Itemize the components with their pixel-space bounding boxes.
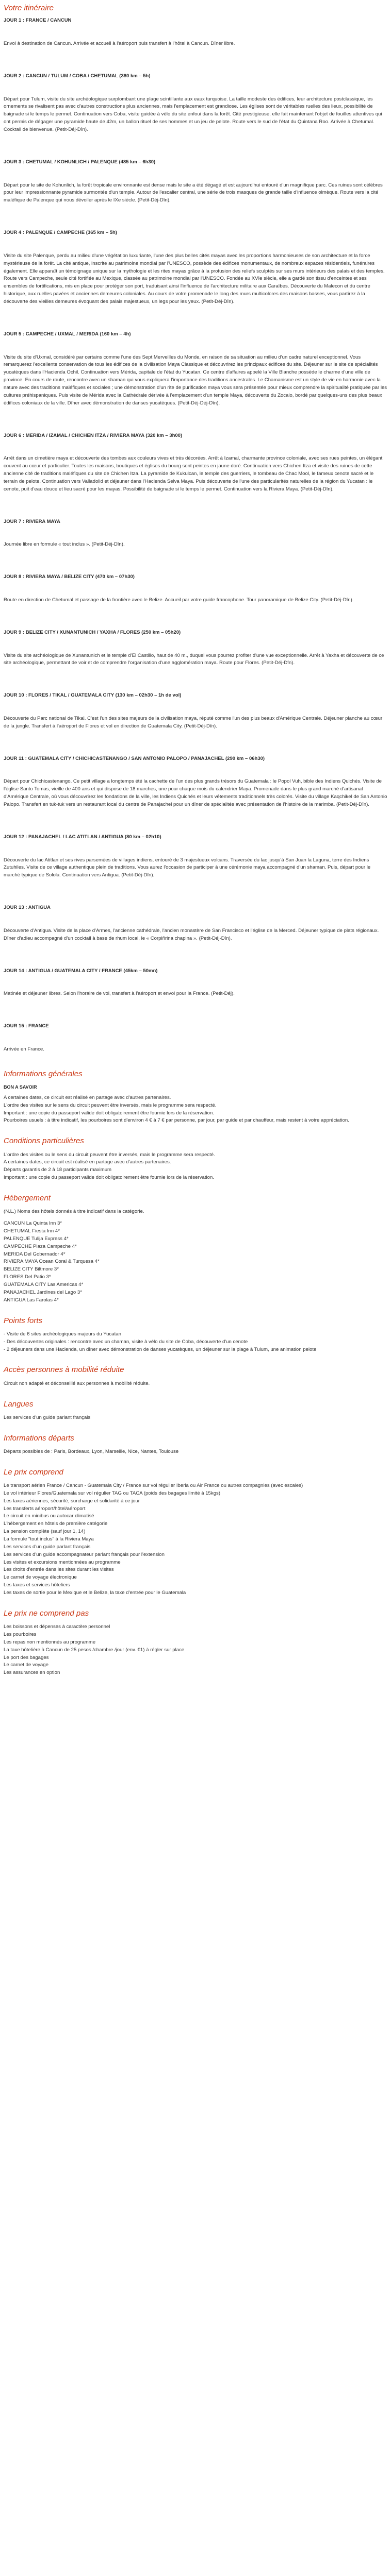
not-included-line: La taxe hôtelière à Cancun de 25 pesos /chambre /jour (env. €1) à régler sur place [4,1647,185,1653]
itinerary-days [4,17,387,1053]
day-description: Arrivée en France. [4,1046,44,1052]
languages-text: Les services d'un guide parlant français [4,1414,91,1420]
included-line: Les taxes et services hôteliers [4,1582,70,1588]
page-title: Votre itinéraire [4,4,54,12]
day-description: Route en direction de Chetumal et passage de la frontière avec le Belize. Accueil par votre guide francophone. Tour panoramique de Belize City. (Petit-Déj-Dîn). [4,597,354,603]
included-line: La pension complète (sauf jour 1, 14) [4,1529,86,1535]
day-title: JOUR 11 : GUATEMALA CITY / CHICHICASTENANGO / SAN ANTONIO PALOPO / PANAJACHEL (290 km – 06h30) [4,755,265,761]
included-line: L'hébergement en hôtels de première catégorie [4,1521,108,1527]
day-description: Découverte du Parc national de Tikal. C'est l'un des sites majeurs de la civilisation maya, réputé comme l'un des plus beaux d'Amérique Centrale. Déjeuner planche au cœur de la jungle. Transfert à l'aéroport de Flores et vol en direction de Guatemala City. (Petit-Déj-Dîn). [4,715,383,729]
general-info-list [4,1094,387,1125]
highlight-line: - Visite de 6 sites archéologiques majeurs du Yucatan [4,1331,121,1337]
included-line: Le transport aérien France / Cancun - Guatemala City / France sur vol régulier Iberia ou Air France ou autres compagnies (avec escales) [4,1482,303,1488]
day-title: JOUR 3 : CHETUMAL / KOHUNLICH / PALENQUE (485 km – 6h30) [4,159,156,165]
languages-title: Langues [4,1399,34,1409]
conditions-title: Conditions particulières [4,1137,84,1146]
day-title: JOUR 10 : FLORES / TIKAL / GUATEMALA CITY (130 km – 02h30 – 1h de vol) [4,692,182,699]
day-description: Départ pour Tulum, visite du site archéologique surplombant une plage scintillante aux eaux turquoise. La taille modeste des édifices, leur architecture postclassique, les ornements se rivalisent pas avec d'autres constructions plus anciennes, mais l'emplacement est grandiose. Les églises sont de véritables ruelles des lieux, possibilité de baignade si le temps le permet. Continuation vers Coba, visite guidée à vélo du site enfoui dans la forêt. Cité prestigieuse, elle fait maintenant l'objet de fouilles attentives qui ont permis de dégager une pyramide haute de 42m, un ballon rituel de ses hommes et un jeu de pelote. Route vers le sud de l'état du Quintana Roo. Arrivée à Chetumal. Cocktail de bienvenue. (Petit-Déj-Dîn). [4,96,382,132]
day-description: Visite du site archéologique de Xunantunich et le temple d'El Castillo, haut de 40 m., duquel vous pourrez profiter d'une vue exceptionnelle. Arrêt à Yaxha et découverte de ce site archéologique, permettant de voir et de comprendre l'organisation d'une agglomération maya. Route pour Flores. (Petit-Déj-Dîn). [4,652,384,666]
accessibility-title: Accès personnes à mobilité réduite [4,1365,124,1375]
day-description: Envol à destination de Cancun. Arrivée et accueil à l'aéroport puis transfert à l'hôtel à Cancun. Dîner libre. [4,40,235,46]
day-title: JOUR 9 : BELIZE CITY / XUNANTUNICH / YAXHA / FLORES (250 km – 05h20) [4,629,181,635]
included-list [4,1482,387,1597]
included-line: Le circuit en minibus ou autocar climatisé [4,1513,94,1519]
day-title: JOUR 14 : ANTIGUA / GUATEMALA CITY / FRANCE (45km – 50mn) [4,968,158,974]
day-description: Visite du site d'Uxmal, considéré par certains comme l'une des Sept Merveilles du Monde, en raison de sa situation au milieu d'un cadre naturel exceptionnel. Vous remarquerez l'excellente conservation de tous les édifices de la civilisation Maya Classique et découvrirez les principaux édifices du site. Déjeuner sur le site de spécialités yucatèques dans l'Hacienda Ochil. Continuation vers Mérida, capitale de l'état du Yucatan. Ce centre d'affaires appelé la Ville Blanche possède le charme d'une ville de province. En cours de route, rencontre avec un shaman qui vous expliquera l'importance des traditions ancestrales. Le Chamanisme est un style de vie en harmonie avec la nature avec des traditions maléfiques et sociales ; une démonstration d'un rite de purification maya vous sera présentée pour mieux comprendre la spiritualité pratiquée par les cultures préhispaniques. Puis visite de Mérida avec la Cathédrale dérivée à l'emplacement d'un temple Maya, découverte du Zocalo, bordé par quelques-uns des plus beaux édifices coloniaux de la ville. Dîner avec démonstration de danses yucatèques. (Petit-Déj-Déj-Dîn). [4,354,387,406]
highlights-list [4,1331,387,1354]
general-info-line: A certaines dates, ce circuit est réalisé en partage avec d'autres partenaires. [4,1094,171,1100]
hotel-line: ANTIGUA Las Farolas 4* [4,1297,59,1303]
not-included-title: Le prix ne comprend pas [4,1608,89,1618]
included-line: Les services d'un guide parlant français [4,1544,91,1550]
day-title: JOUR 8 : RIVIERA MAYA / BELIZE CITY (470 km – 07h30) [4,574,135,580]
day-description: Journée libre en formule « tout inclus ». (Petit-Déj-Dîn). [4,541,125,548]
conditions-list [4,1151,387,1182]
day-title: JOUR 15 : FRANCE [4,1023,49,1029]
condition-line: L'ordre des visites ou le sens du circuit peuvent être inversés, mais le programme sera respecté. [4,1151,215,1158]
not-included-line: Les pourboires [4,1631,37,1637]
hotels-list [4,1220,387,1304]
highlights-title: Points forts [4,1316,43,1325]
good-to-know-label: BON A SAVOIR [4,1084,37,1090]
highlight-line: - 2 déjeuners dans une Hacienda, un dîner avec démonstration de danses yucatèques, un déjeuner sur la plage à Tulum, une animation pelote [4,1346,317,1352]
not-included-line: Les boissons et dépenses à caractère personnel [4,1624,110,1630]
day-title: JOUR 6 : MERIDA / IZAMAL / CHICHEN ITZA / RIVIERA MAYA (320 km – 3h00) [4,432,183,438]
hotel-line: CANCUN La Quinta Inn 3* [4,1221,62,1227]
day-description: Découverte d'Antigua. Visite de la place d'Armes, l'ancienne cathédrale, l'ancien monastère de San Francisco et l'église de la Merced. Déjeuner typique de plats régionaux. Dîner d'adieu accompagné d'un cocktail à base de rhum local, le « Corpiñrina chapina ». (Petit-Déj-Dîn). [4,927,379,941]
accessibility-text: Circuit non adapté et déconseillé aux personnes à mobilité réduite. [4,1380,150,1386]
day-description: Visite du site Palenque, perdu au milieu d'une végétation luxuriante, l'une des plus belles cités mayas avec les proportions harmonieuses de son architecture et la force mystérieuse de la forêt. La cité antique, inscrite au patrimoine mondial par l'UNESCO, possède des édifices monumentaux, de nombreux espaces résidentiels, funéraires également. Elle apparaît un témoignage unique sur la mythologie et les rites mayas grâce à la profusion des reliefs sculptés sur ses murs intérieurs des palais et des temples. Route vers Campeche, seule cité fortifiée au Mexique, classée au patrimoine mondial par l'UNESCO. Fondée au XVIe siècle, elle a gardé son tissu d'enceintes et ses ensembles de fortifications, mis en place pour protéger son port, traduisant ainsi l'influence de l'architecture militaire aux Caraïbes. Découverte du Malecon et du centre historique, aux ruelles pavées et anciennes demeures coloniales. Au cours de votre promenade le long des murs multicolores des maisons basses, vous partirez à la découverte des vieilles demeures évoquant des palais majestueux, un legs pour les yeux. (Petit-Déj-Dîn). [4,252,385,305]
included-line: Les visites et excursions mentionnées au programme [4,1559,121,1565]
departures-text: Départs possibles de : Paris, Bordeaux, Lyon, Marseille, Nice, Nantes, Toulouse [4,1448,179,1454]
hotel-line: CHETUMAL Fiesta Inn 4* [4,1228,60,1234]
not-included-line: Le port des bagages [4,1654,49,1660]
departures-title: Informations départs [4,1433,74,1443]
general-info-line: Pourboires usuels : à titre indicatif, les pourboires sont d'environ 4 € à 7 € par personne, par jour, par guide et par chauffeur, mais restent à votre appréciation. [4,1117,349,1124]
not-included-line: Les assurances en option [4,1670,60,1676]
hotel-line: PANAJACHEL Jardines del Lago 3* [4,1289,82,1295]
included-title: Le prix comprend [4,1467,63,1477]
general-info-line: L'ordre des visites sur le sens du circuit peuvent être inversés, mais le programme sera respecté. [4,1102,217,1108]
general-info-line: Important : une copie du passeport valide doit obligatoirement être fournie lors de la réservation. [4,1110,214,1116]
day-title: JOUR 5 : CAMPECHE / UXMAL / MERIDA (160 km – 4h) [4,331,131,337]
day-title: JOUR 7 : RIVIERA MAYA [4,518,60,524]
day-description: Départ pour le site de Kohunlich, la forêt tropicale environnante est dense mais le site a été dégagé et est aujourd'hui entouré d'un magnifique parc. Ces ruines sont célèbres pour leur impressionnante pyramide surmontée d'un temple. Autour de l'escalier central, une série de trois masques de grande taille d'influence olmèque. Route vers la cité maléfique de Palenque qui nous dévoiler après le IXe siècle. (Petit-Déj-Dîn). [4,182,383,204]
included-line: Les droits d'entrée dans les sites durant les visites [4,1567,114,1573]
hotel-line: GUATEMALA CITY Las Americas 4* [4,1282,84,1287]
highlight-line: - Des découvertes originales : rencontre avec un chaman, visite à vélo du site de Coba, découverte d'un cenote [4,1338,248,1345]
itinerary-page [0,1,391,1687]
day-title: JOUR 4 : PALENQUE / CAMPECHE (365 km – 5h) [4,230,117,236]
included-line: Le vol intérieur Flores/Guatemala sur vol régulier TAG ou TACA (poids des bagages limité à 15kgs) [4,1490,221,1496]
day-title: JOUR 2 : CANCUN / TULUM / COBA / CHETUMAL (380 km – 5h) [4,73,151,79]
hotels-intro: (N.L.) Noms des hôtels donnés à titre indicatif dans la catégorie. [4,1209,144,1215]
condition-line: A certaines dates, ce circuit est réalisé en partage avec d'autres partenaires. [4,1159,171,1165]
condition-line: Départs garantis de 2 à 18 participants maximum [4,1167,112,1173]
day-description: Découverte du lac Atitlan et ses rives parsemées de villages indiens, entouré de 3 majestueux volcans. Traversée du lac jusqu'à San Juan la Laguna, terre des Indiens Zutuhiles. Visite de ce village authentique plein de traditions. Vous aurez l'occasion de participer à une cérémonie maya accompagné d'un shaman. Puis, départ pour le marché typique de Solola. Continuation vers Antigua. (Petit-Déj-Dîn). [4,857,371,878]
included-line: Les taxes aériennes, sécurité, surcharge et solidarité à ce jour [4,1498,140,1504]
day-title: JOUR 12 : PANAJACHEL / LAC ATITLAN / ANTIGUA (80 km – 02h10) [4,834,161,840]
day-description: Matinée et déjeuner libres. Selon l'horaire de vol, transfert à l'aéroport et envol pour la France. (Petit-Déj). [4,991,235,997]
hotel-line: PALENQUE Tulija Express 4* [4,1235,69,1242]
day-title: JOUR 1 : FRANCE / CANCUN [4,18,72,24]
hotels-title: Hébergement [4,1194,51,1203]
included-line: La formule "tout inclus" à la Riviera Maya [4,1536,94,1542]
not-included-list [4,1623,387,1677]
included-line: Les taxes de sortie pour le Mexique et le Belize, la taxe d'entrée pour le Guatemala [4,1590,186,1596]
condition-line: Important : une copie du passeport valide doit obligatoirement être fournie lors de la réservation. [4,1175,214,1181]
included-line: Les services d'un guide accompagnateur parlant français pour l'extension [4,1551,165,1557]
hotel-line: CAMPECHE Plaza Campeche 4* [4,1243,77,1249]
not-included-line: Le carnet de voyage [4,1662,48,1668]
day-description: Arrêt dans un cimetière maya et découverte des tombes aux couleurs vives et très décorées. Arrêt à Izamal, charmante province coloniale, avec ses rues peintes, un élégant couvent au cœur et particulier. Toutes les maisons, boutiques et églises du bourg sont peintes en jaune doré. Continuation vers Chichen Itza et visite des ruines de cette ancienne cité de traditions maléfiques du site de Chichen Itza. La pyramide de Kukulcan, le temple des guerriers, le tombeau de Chac Mool, le fameux cenote sacré et le terrain de pelote. Continuation vers Valladolid et déjeuner dans l'Hacienda Selva Maya. Puis découverte de l'une des particularités naturelles de la région du Yucatan : le cenote, puit d'eau douce et lieu sacré pour les mayas. Possibilité de baignade si le temps le permet. Continuation vers la Riviera Maya. (Petit-Déj-Dîn). [4,455,383,492]
hotel-line: RIVIERA MAYA Ocean Coral & Turquesa 4* [4,1259,100,1265]
included-line: Le carnet de voyage électronique [4,1574,77,1581]
general-info-title: Informations générales [4,1069,83,1078]
hotel-line: MERIDA Del Gobernador 4* [4,1251,66,1257]
day-title: JOUR 13 : ANTIGUA [4,905,51,911]
hotel-line: FLORES Del Patio 3* [4,1274,51,1280]
included-line: Les transferts aéroport/hôtel/aéroport [4,1505,86,1512]
hotel-line: BELIZE CITY Biltmore 3* [4,1266,59,1273]
day-description: Départ pour Chichicastenango. Ce petit village a longtemps été la cachette de l'un des plus grands trésors du Guatemala : le Popol Vuh, bible des Indiens Quichés. Visite de l'église Santo Tomas, vieille de 400 ans et qui dispose de 18 marches, une pour chaque mois du calendrier Maya. Promenade dans le plus grand marché d'artisanat d'Amérique Centrale, où vous découvrirez les fondations de la ville, les Indiens Quichés et leurs vêtements traditionnels très colorés. Visite du village Kaqchikel de San Antonio Palopo. Transfert en tuk-tuk vers un restaurant local du centre de Panajachel pour un dîner de spécialités avec présentation de l'histoire de la marimba. (Petit-Déj-Dîn). [4,778,387,807]
not-included-line: Les repas non mentionnés au programme [4,1639,96,1645]
